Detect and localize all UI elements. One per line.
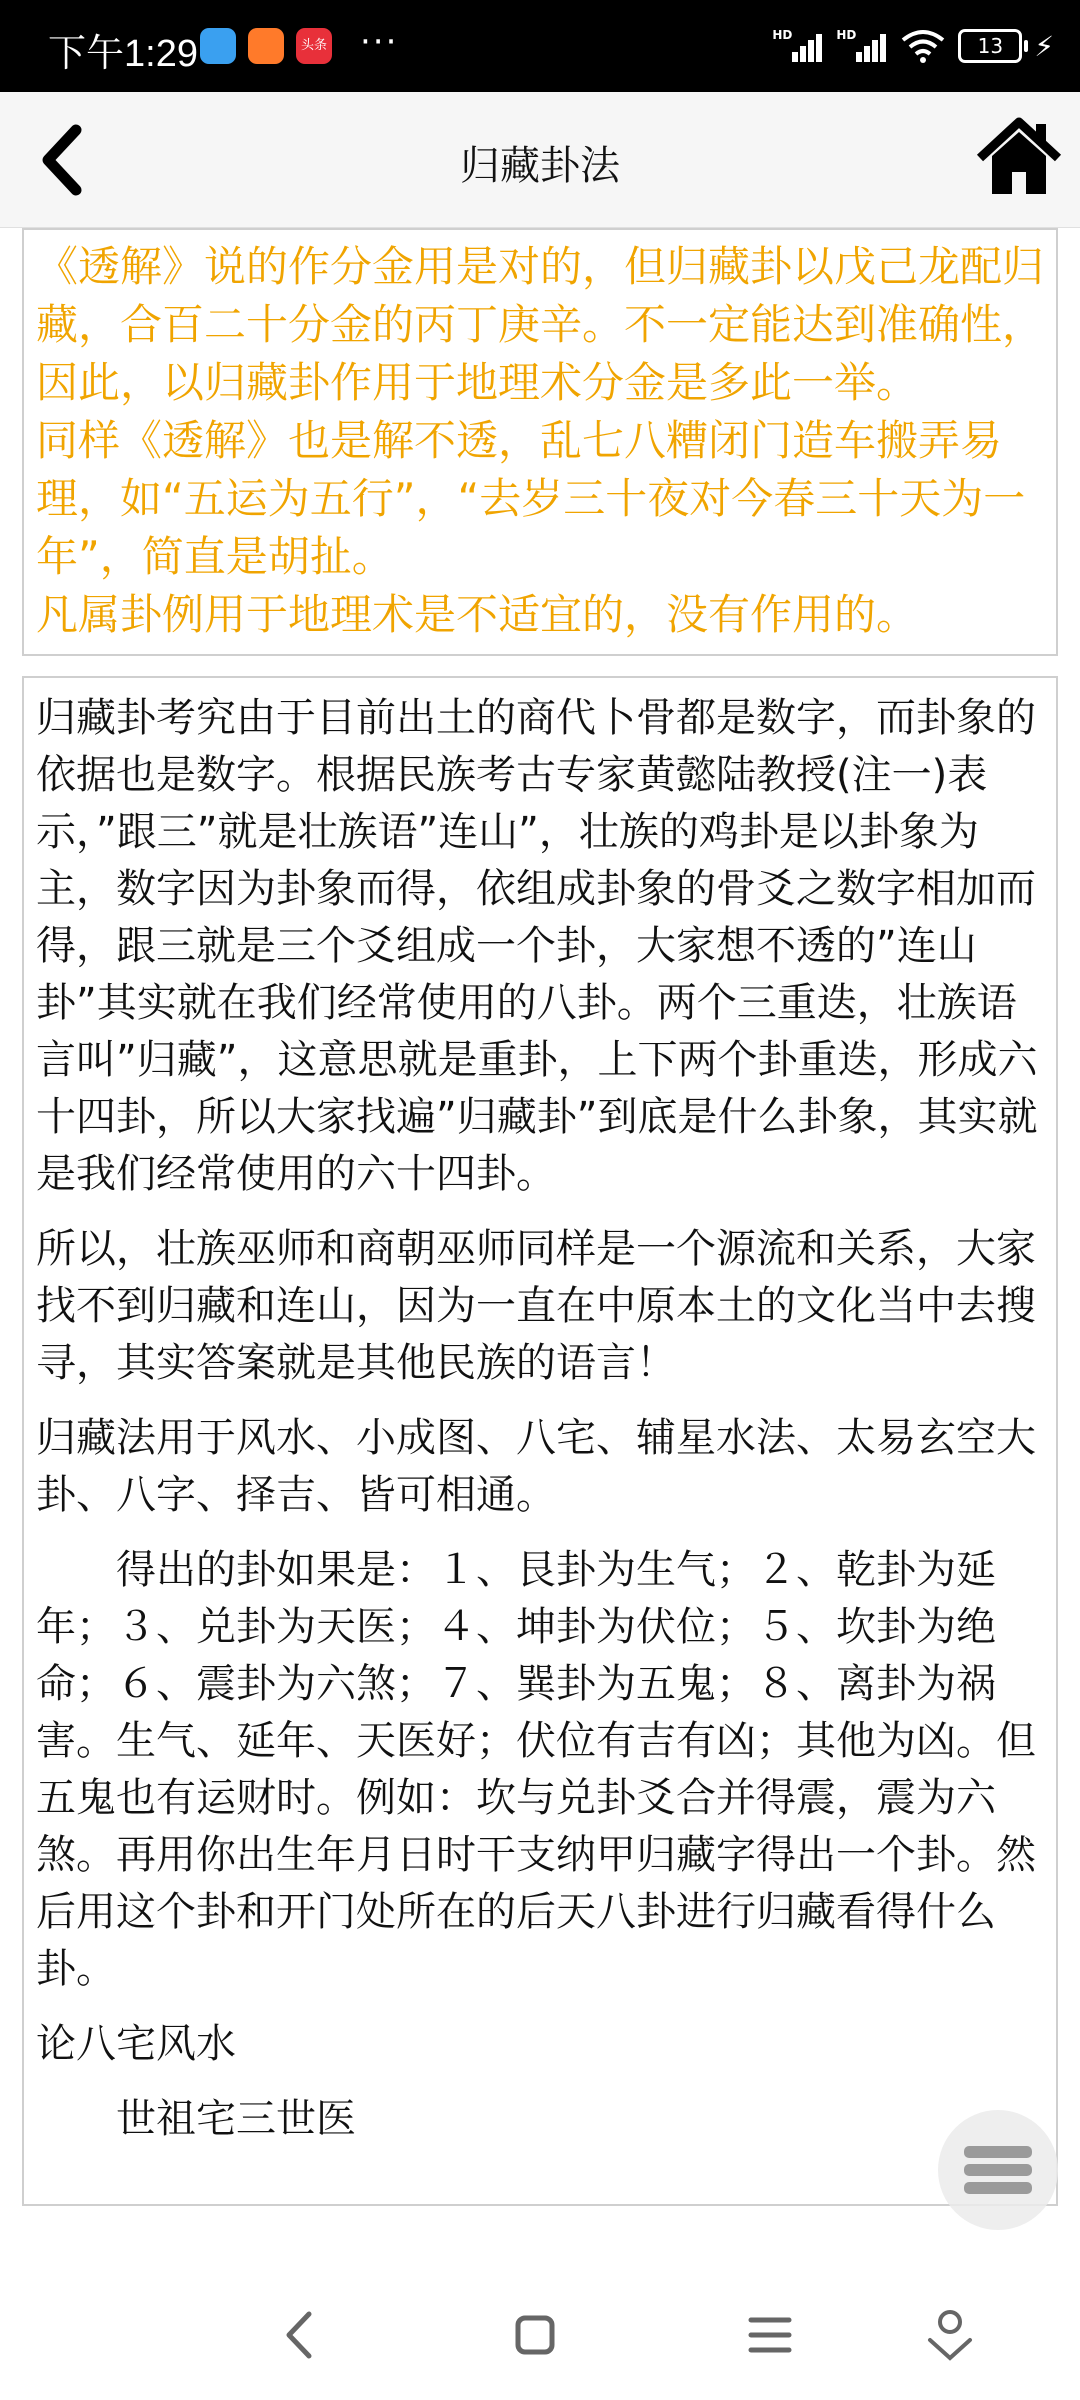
annotation-paragraph: 同样《透解》也是解不透，乱七八糟闭门造车搬弄易理，如“五运为五行”，“去岁三十夜对今春三十天为一年”，简直是胡扯。 bbox=[36, 416, 1026, 581]
annotation-box bbox=[22, 228, 1058, 656]
battery-icon: 13 bbox=[958, 29, 1022, 63]
page-title: 归藏卦法 bbox=[460, 143, 620, 189]
body-paragraph: 得出的卦如果是：１、艮卦为生气；２、乾卦为延年；３、兑卦为天医；４、坤卦为伏位；５、坎卦为绝命；６、震卦为六煞；７、巽卦为五鬼；８、离卦为祸害。生气、延年、天医好；伏位有吉有凶；其他为凶。但五鬼也有运财时。例如：坎与兑卦爻合并得震，震为六煞。再用你出生年月日时干支纳甲归藏字得出一个卦。然后用这个卦和开门处所在的后天八卦进行归藏看得什么卦。 bbox=[36, 1547, 1036, 1992]
more-notifications-icon: ··· bbox=[360, 22, 399, 62]
system-nav-bar bbox=[0, 2270, 1080, 2400]
body-paragraph: 归藏卦考究由于目前出土的商代卜骨都是数字，而卦象的依据也是数字。根据民族考古专家黄懿陆教授(注一)表示，”跟三”就是壮族语”连山”，壮族的鸡卦是以卦象为主，数字因为卦象而得，依组成卦象的骨爻之数字相加而得，跟三就是三个爻组成一个卦，大家想不透的”连山卦”其实就在我们经常使用的八卦。两个三重迭，壮族语言叫”归藏”，这意思就是重卦，上下两个卦重迭，形成六十四卦，所以大家找遍”归藏卦”到底是什么卦象，其实就是我们经常使用的六十四卦。 bbox=[36, 695, 1038, 1197]
nav-menu-icon bbox=[751, 2320, 789, 2350]
nav-menu-button[interactable] bbox=[735, 2300, 805, 2370]
nav-home-icon bbox=[518, 2318, 552, 2352]
status-indicators bbox=[772, 26, 1054, 66]
toutiao-app-icon: 头条 bbox=[296, 28, 332, 64]
article-content[interactable] bbox=[22, 228, 1058, 2268]
floating-menu-button[interactable] bbox=[938, 2110, 1058, 2230]
app-notification-icon bbox=[248, 28, 284, 64]
app-header bbox=[0, 92, 1080, 228]
wifi-icon bbox=[900, 28, 946, 64]
nav-home-button[interactable] bbox=[500, 2300, 570, 2370]
menu-icon bbox=[964, 2146, 1032, 2158]
charging-icon: ⚡ bbox=[1034, 29, 1054, 63]
section-heading: 论八宅风水 bbox=[36, 2021, 236, 2067]
status-bar bbox=[0, 0, 1080, 92]
body-paragraph: 世祖宅三世医 bbox=[116, 2096, 356, 2142]
annotation-paragraph: 凡属卦例用于地理术是不适宜的，没有作用的。 bbox=[36, 590, 919, 639]
nav-assistant-button[interactable] bbox=[915, 2300, 985, 2370]
home-button[interactable] bbox=[976, 114, 1062, 200]
nav-assistant-icon bbox=[930, 2312, 970, 2358]
nav-back-icon bbox=[289, 2314, 309, 2356]
article-body bbox=[22, 676, 1058, 2206]
signal-icon bbox=[836, 28, 888, 64]
signal-icon bbox=[772, 28, 824, 64]
app-notification-icon bbox=[200, 28, 236, 64]
status-time: 下午1:29 bbox=[48, 33, 198, 75]
network-label: HD bbox=[772, 28, 793, 42]
annotation-paragraph: 《透解》说的作分金用是对的，但归藏卦以戊己龙配归藏，合百二十分金的丙丁庚辛。不一定能达到准确性，因此，以归藏卦作用于地理术分金是多此一举。 bbox=[36, 242, 1045, 407]
body-paragraph: 所以，壮族巫师和商朝巫师同样是一个源流和关系，大家找不到归藏和连山，因为一直在中原本土的文化当中去搜寻，其实答案就是其他民族的语言！ bbox=[36, 1226, 1036, 1386]
home-icon bbox=[980, 122, 1058, 194]
network-label: HD bbox=[836, 28, 857, 42]
body-paragraph: 归藏法用于风水、小成图、八宅、辅星水法、太易玄空大卦、八字、择吉、皆可相通。 bbox=[36, 1415, 1036, 1518]
nav-back-button[interactable] bbox=[265, 2300, 335, 2370]
